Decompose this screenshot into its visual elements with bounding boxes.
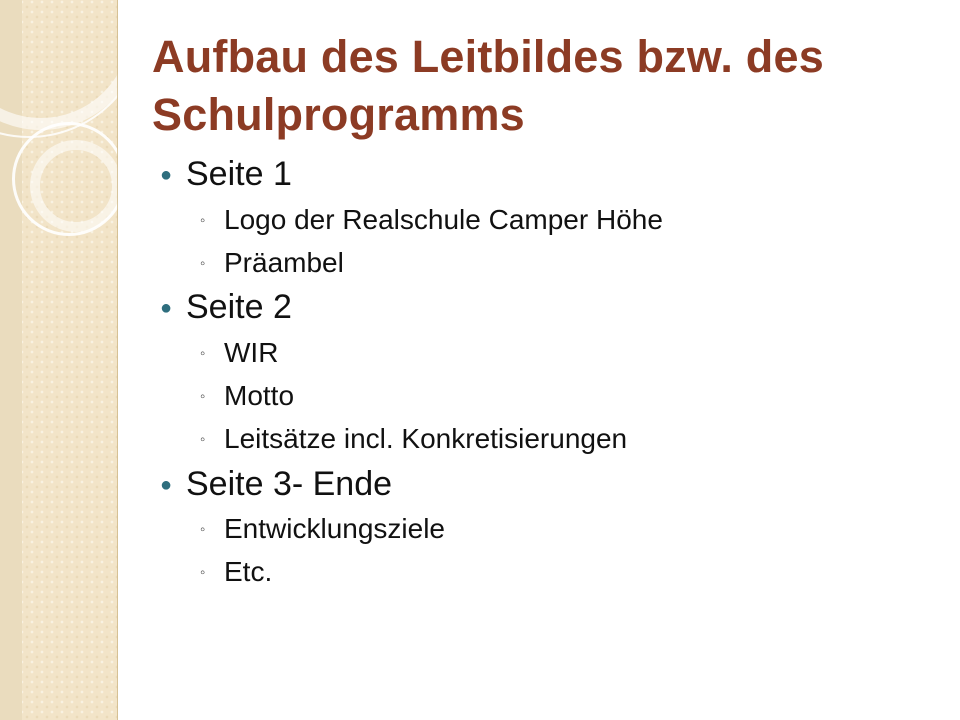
list-item-level2-label: Entwicklungsziele (224, 513, 445, 545)
list-group (160, 462, 950, 592)
bullet-level2-icon: ◦ (200, 345, 206, 363)
decorative-ring-inner-icon (30, 140, 118, 232)
list-item-level1-label: Seite 1 (186, 155, 292, 193)
list-item-level2 (160, 552, 950, 592)
bullet-level2-icon: ◦ (200, 211, 206, 229)
list-item-level2-label: Leitsätze incl. Konkretisierungen (224, 422, 628, 454)
list-item-level2-label: Präambel (224, 246, 344, 278)
decorative-ring-top-icon (0, 0, 118, 130)
bullet-level1-icon: ● (160, 164, 173, 186)
list-item-level2 (160, 509, 950, 549)
list-group (160, 285, 950, 458)
bullet-level2-icon: ◦ (200, 564, 206, 582)
bullet-level2-icon: ◦ (200, 254, 206, 272)
list-item-level2-label: WIR (224, 337, 279, 369)
list-item-level2-label: Logo der Realschule Camper Höhe (224, 203, 663, 235)
list-item-level1 (160, 462, 950, 508)
slide-title: Aufbau des Leitbildes bzw. des Schulprogramms (152, 31, 824, 140)
slide-body-list (160, 152, 950, 595)
decorative-left-band (0, 0, 118, 720)
list-group (160, 152, 950, 282)
bullet-level2-icon: ◦ (200, 388, 206, 406)
list-item-level1 (160, 152, 950, 198)
list-item-level2 (160, 333, 950, 373)
list-item-level1-label: Seite 3- Ende (186, 464, 393, 503)
list-item-level1 (160, 285, 950, 331)
list-item-level2 (160, 200, 950, 240)
list-item-level2-label: Etc. (224, 556, 273, 588)
band-edge-divider (117, 0, 118, 720)
bullet-level2-icon: ◦ (200, 521, 206, 539)
list-item-level2 (160, 419, 950, 459)
list-item-level2-label: Motto (224, 380, 295, 412)
bullet-level1-icon: ● (160, 473, 173, 496)
list-item-level1-label: Seite 2 (186, 288, 292, 327)
bullet-level2-icon: ◦ (200, 430, 206, 448)
list-item-level2 (160, 376, 950, 416)
bullet-level1-icon: ● (160, 297, 173, 320)
list-item-level2 (160, 243, 950, 283)
